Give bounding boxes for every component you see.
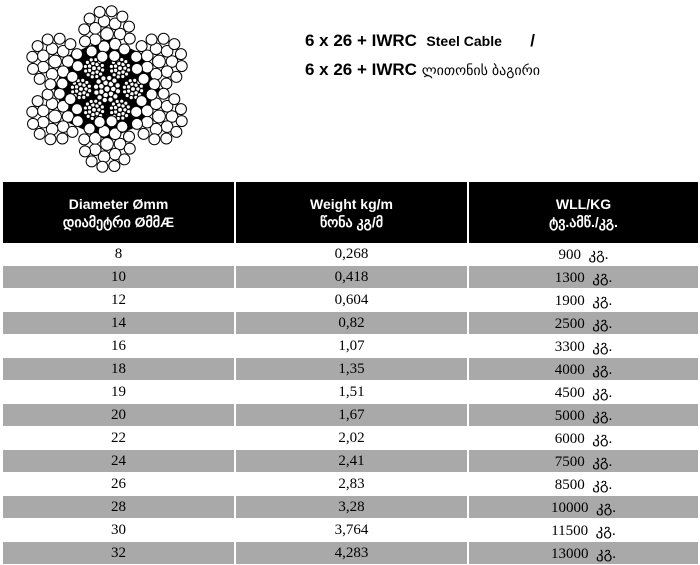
outer-strand <box>27 88 83 144</box>
weight-cell: 4,283 <box>234 542 467 565</box>
header-diameter <box>3 182 234 243</box>
weight-cell: 0,268 <box>234 243 467 266</box>
wll-unit: კგ. <box>592 338 613 355</box>
outer-strand <box>79 6 135 62</box>
table-row <box>3 450 698 473</box>
wll-unit: კგ. <box>595 545 617 562</box>
wll-value: 4000 <box>554 361 585 378</box>
diameter-cell: 12 <box>3 289 234 312</box>
wll-value: 3300 <box>554 338 585 355</box>
wll-unit: კგ. <box>592 476 613 493</box>
wll-unit: კგ. <box>592 384 613 401</box>
wll-value: 7500 <box>554 453 585 470</box>
weight-cell: 2,83 <box>234 473 467 496</box>
diameter-cell: 16 <box>3 335 234 358</box>
header-diameter-ka: დიამეტრი ØმმÆ <box>62 213 175 230</box>
diameter-cell: 30 <box>3 519 234 542</box>
weight-cell: 2,02 <box>234 427 467 450</box>
wll-unit: კგ. <box>592 292 613 309</box>
wll-value: 13000 <box>550 545 589 562</box>
table-row <box>3 312 698 335</box>
outer-strand <box>131 88 187 144</box>
weight-cell: 3,764 <box>234 519 467 542</box>
outer-strand <box>79 116 135 172</box>
diameter-cell: 22 <box>3 427 234 450</box>
cable-title-line-2 <box>305 60 635 80</box>
wll-cell <box>467 473 698 496</box>
diameter-cell: 32 <box>3 542 234 565</box>
table-row <box>3 473 698 496</box>
diameter-cell: 10 <box>3 266 234 289</box>
cable-title-separator: / <box>530 31 535 50</box>
cable-title-main: 6 x 26 + IWRC <box>305 31 417 50</box>
diameter-cell: 28 <box>3 496 234 519</box>
wll-unit: კგ. <box>592 453 613 470</box>
weight-cell: 1,35 <box>234 358 467 381</box>
table-row <box>3 243 698 266</box>
outer-strand <box>27 33 83 89</box>
wll-cell <box>467 542 698 565</box>
wll-value: 1900 <box>554 292 585 309</box>
outer-strand <box>131 33 187 89</box>
diameter-cell: 26 <box>3 473 234 496</box>
table-row <box>3 496 698 519</box>
wll-unit: კგ. <box>592 407 613 424</box>
header-weight <box>234 182 467 243</box>
wll-cell <box>467 496 698 519</box>
header-weight-en: Weight kg/m <box>310 195 393 212</box>
wll-value: 900 <box>558 246 581 263</box>
weight-cell: 1,67 <box>234 404 467 427</box>
wll-cell <box>467 427 698 450</box>
table-row <box>3 289 698 312</box>
steel-cable-cross-section-icon <box>0 0 215 178</box>
core-strand <box>93 75 120 102</box>
weight-cell: 0,418 <box>234 266 467 289</box>
wll-cell <box>467 243 698 266</box>
weight-cell: 3,28 <box>234 496 467 519</box>
wll-value: 10000 <box>550 499 589 516</box>
diameter-cell: 24 <box>3 450 234 473</box>
header-wll-en: WLL/KG <box>555 195 612 212</box>
wll-value: 2500 <box>554 315 585 332</box>
table-row <box>3 519 698 542</box>
table-row <box>3 335 698 358</box>
weight-cell: 1,07 <box>234 335 467 358</box>
wll-unit: კგ. <box>592 361 613 378</box>
diameter-cell: 14 <box>3 312 234 335</box>
wll-cell <box>467 312 698 335</box>
cable-title-english: Steel Cable <box>426 33 502 49</box>
wll-unit: კგ. <box>592 315 613 332</box>
wll-value: 1300 <box>554 269 585 286</box>
wll-cell <box>467 381 698 404</box>
table-row <box>3 542 698 565</box>
diameter-cell: 8 <box>3 243 234 266</box>
cable-title-line-1 <box>305 31 635 51</box>
weight-cell: 0,82 <box>234 312 467 335</box>
table-row <box>3 266 698 289</box>
header-wll <box>467 182 698 243</box>
wll-value: 8500 <box>554 476 585 493</box>
wll-value: 11500 <box>551 522 589 539</box>
wll-cell <box>467 450 698 473</box>
table-row <box>3 381 698 404</box>
cable-title-georgian: ლითონის ბაგირი <box>421 62 540 78</box>
wll-unit: კგ. <box>588 246 609 263</box>
weight-cell: 2,41 <box>234 450 467 473</box>
cable-title-main-2: 6 x 26 + IWRC <box>305 60 417 79</box>
table-header-row <box>3 182 698 243</box>
diameter-cell: 19 <box>3 381 234 404</box>
diameter-cell: 18 <box>3 358 234 381</box>
wll-value: 6000 <box>554 430 585 447</box>
wll-cell <box>467 519 698 542</box>
weight-cell: 0,604 <box>234 289 467 312</box>
wll-cell <box>467 335 698 358</box>
diameter-cell: 20 <box>3 404 234 427</box>
wll-value: 4500 <box>554 384 585 401</box>
cable-spec-table <box>3 182 698 565</box>
wll-cell <box>467 358 698 381</box>
table-row <box>3 358 698 381</box>
wll-unit: კგ. <box>592 430 613 447</box>
table-row <box>3 427 698 450</box>
header-wll-ka: ტვ.ამწ./კგ. <box>549 213 618 230</box>
wll-value: 5000 <box>554 407 585 424</box>
wll-cell <box>467 266 698 289</box>
header-diameter-en: Diameter Ømm <box>68 195 169 212</box>
header-weight-ka: წონა კგ/მ <box>319 213 384 230</box>
weight-cell: 1,51 <box>234 381 467 404</box>
table-row <box>3 404 698 427</box>
wll-unit: კგ. <box>595 522 616 539</box>
wll-unit: კგ. <box>595 499 617 516</box>
wll-cell <box>467 289 698 312</box>
wll-cell <box>467 404 698 427</box>
wll-unit: კგ. <box>592 269 613 286</box>
